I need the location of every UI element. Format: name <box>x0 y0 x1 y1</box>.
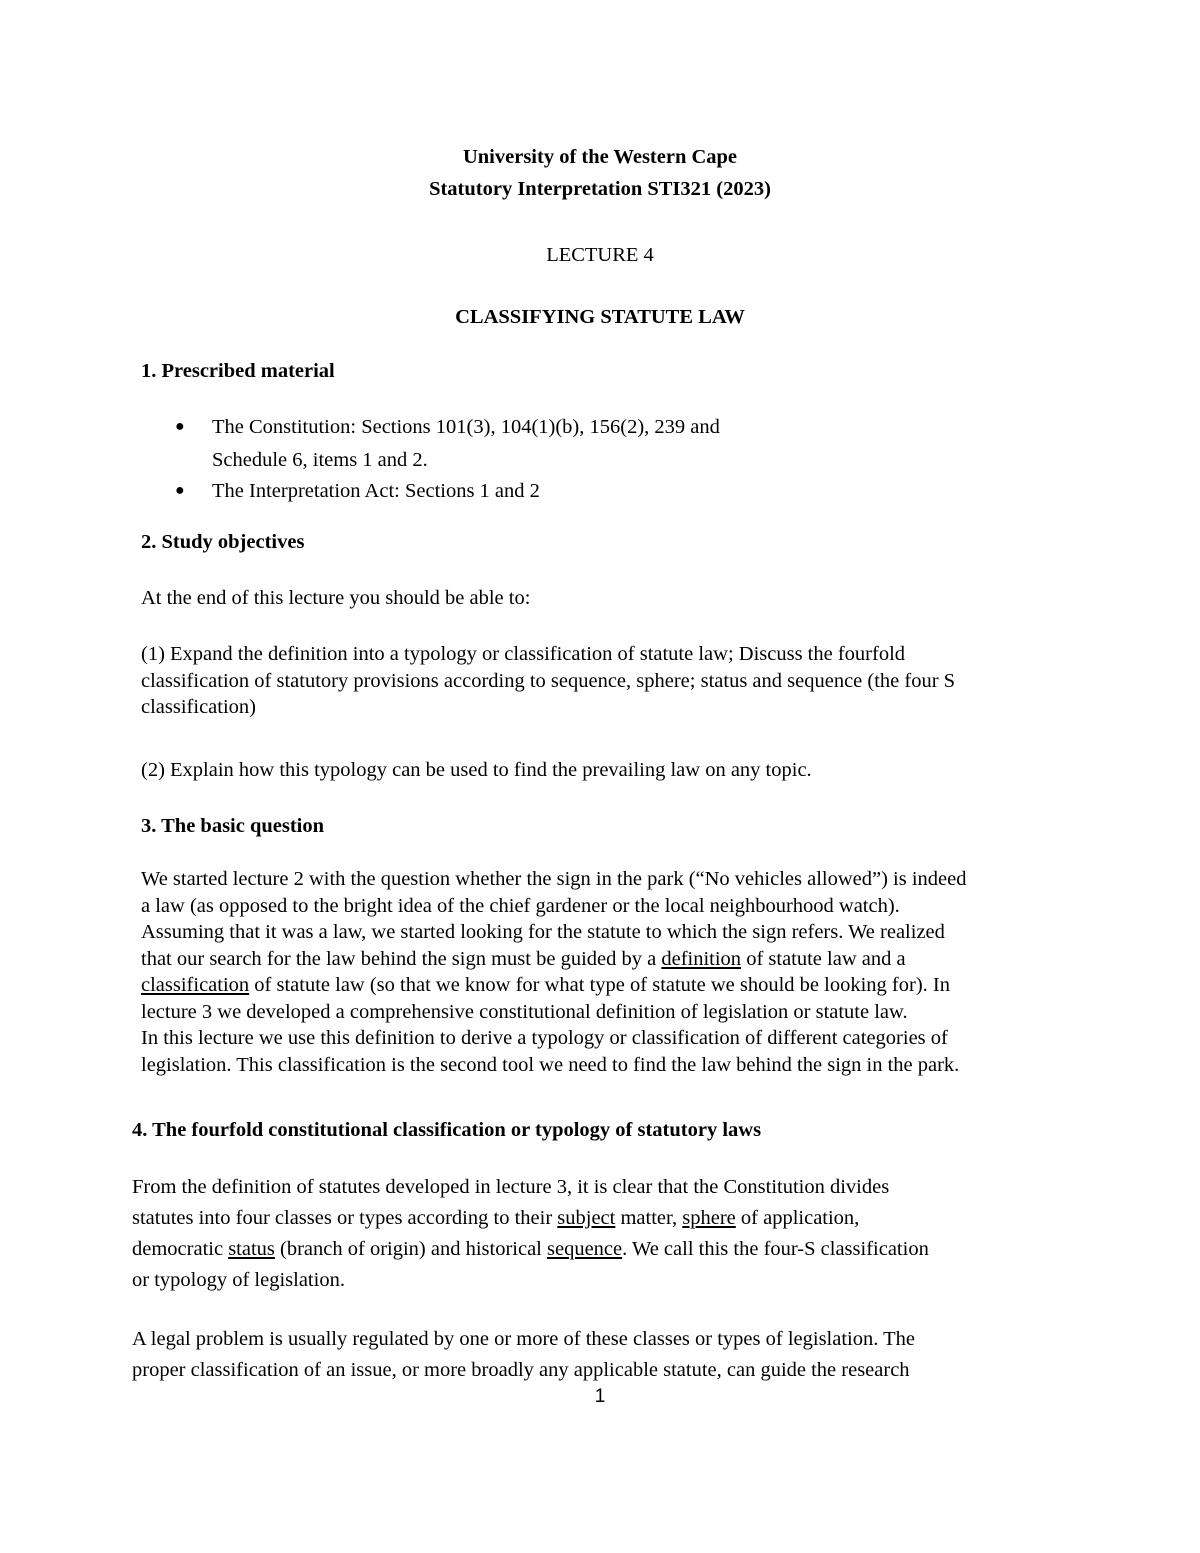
status-term: status <box>228 1238 275 1260</box>
paragraph-line: or typology of legislation. <box>132 1269 345 1291</box>
lecture-topic: CLASSIFYING STATUTE LAW <box>455 306 745 328</box>
paragraph-line: lecture 3 we developed a comprehensive constitutional definition of legislation or statute law. <box>141 1000 908 1023</box>
paragraph-line: We started lecture 2 with the question whether the sign in the park (“No vehicles allowed”) is indeed <box>141 868 967 890</box>
paragraph-line: In this lecture we use this definition to derive a typology or classification of different categories of <box>141 1027 948 1049</box>
paragraph-line: From the definition of statutes developed in lecture 3, it is clear that the Constitution divides <box>132 1176 890 1198</box>
subject-term: subject <box>557 1207 616 1229</box>
objective-2: (2) Explain how this typology can be used to find the prevailing law on any topic. <box>141 759 812 781</box>
paragraph-line: a law (as opposed to the bright idea of the chief gardener or the local neighbourhood watch). <box>141 894 900 917</box>
course-title: Statutory Interpretation STI321 (2023) <box>429 178 771 200</box>
bullet-icon: ● <box>175 482 185 499</box>
section-3-heading: 3. The basic question <box>141 815 325 837</box>
classification-paragraph <box>132 1172 1072 1296</box>
paragraph-line: A legal problem is usually regulated by one or more of these classes or types of legislation. The <box>132 1328 915 1350</box>
university-title: University of the Western Cape <box>462 146 738 168</box>
section-1-heading: 1. Prescribed material <box>141 360 335 382</box>
page-number: 1 <box>594 1386 606 1407</box>
section-2-heading: 2. Study objectives <box>141 531 305 553</box>
definition-term: definition <box>661 947 742 970</box>
basic-question-paragraph <box>141 866 1071 1078</box>
classification-term: classification <box>141 974 250 996</box>
paragraph-line: classification of statute law (so that we know for what type of statute we should be looking for). In <box>141 974 950 996</box>
paragraph-line: legislation. This classification is the second tool we need to find the law behind the sign in the park. <box>141 1053 960 1076</box>
paragraph-line: proper classification of an issue, or more broadly any applicable statute, can guide the research <box>132 1359 910 1381</box>
bullet-line: Schedule 6, items 1 and 2. <box>212 448 428 471</box>
objectives-intro: At the end of this lecture you should be able to: <box>141 587 531 609</box>
paragraph-line: that our search for the law behind the sign must be guided by a definition of statute law and a <box>141 947 906 970</box>
paragraph-line: classification) <box>141 696 256 718</box>
lecture-number: LECTURE 4 <box>546 244 654 266</box>
paragraph-line: classification of statutory provisions according to sequence, sphere; status and sequence (the four S <box>141 669 956 692</box>
paragraph-line: statutes into four classes or types according to their subject matter, sphere of application, <box>132 1207 860 1229</box>
bullet-line: The Constitution: Sections 101(3), 104(1)(b), 156(2), 239 and <box>212 416 720 438</box>
bullet-line: The Interpretation Act: Sections 1 and 2 <box>212 480 540 502</box>
paragraph-line: Assuming that it was a law, we started looking for the statute to which the sign refers. We realized <box>141 921 945 943</box>
paragraph-line: (1) Expand the definition into a typology or classification of statute law; Discuss the fourfold <box>141 643 906 665</box>
section-4-heading: 4. The fourfold constitutional classification or typology of statutory laws <box>132 1119 762 1141</box>
paragraph-line: democratic status (branch of origin) and historical sequence. We call this the four-S classification <box>132 1238 929 1260</box>
objective-1 <box>141 641 1061 721</box>
legal-problem-paragraph <box>132 1324 1072 1386</box>
sequence-term: sequence <box>547 1238 623 1260</box>
sphere-term: sphere <box>682 1207 736 1229</box>
bullet-icon: ● <box>175 418 185 435</box>
